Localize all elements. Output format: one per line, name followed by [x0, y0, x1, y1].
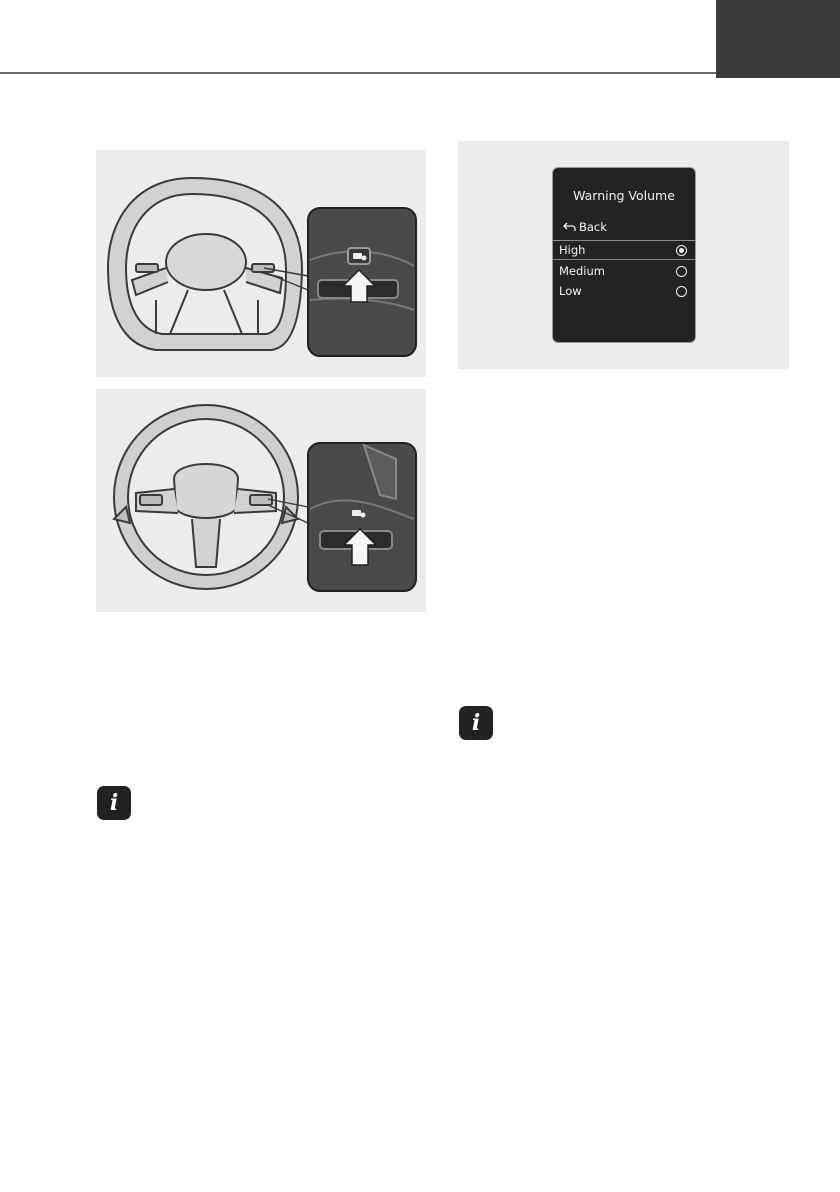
- warning-volume-menu: [552, 167, 696, 343]
- option-low[interactable]: [553, 281, 695, 301]
- radio-empty-icon: [676, 286, 687, 297]
- radio-empty-icon: [676, 266, 687, 277]
- option-medium[interactable]: [553, 261, 695, 281]
- back-label: Back: [579, 220, 607, 234]
- back-item[interactable]: [563, 220, 607, 234]
- option-high[interactable]: [553, 240, 695, 260]
- radio-selected-icon: [676, 245, 687, 256]
- info-icon: i: [97, 786, 131, 820]
- steering-wheel-figure-a: [96, 150, 426, 377]
- info-icon: i: [459, 706, 493, 740]
- steering-wheel-figure-b: [96, 389, 426, 612]
- chapter-tab: [716, 0, 840, 78]
- option-label: Low: [559, 284, 582, 298]
- option-label: High: [559, 243, 586, 257]
- header-rule: [0, 72, 716, 74]
- back-arrow-icon: [563, 222, 576, 232]
- option-label: Medium: [559, 264, 605, 278]
- menu-title: Warning Volume: [573, 188, 675, 203]
